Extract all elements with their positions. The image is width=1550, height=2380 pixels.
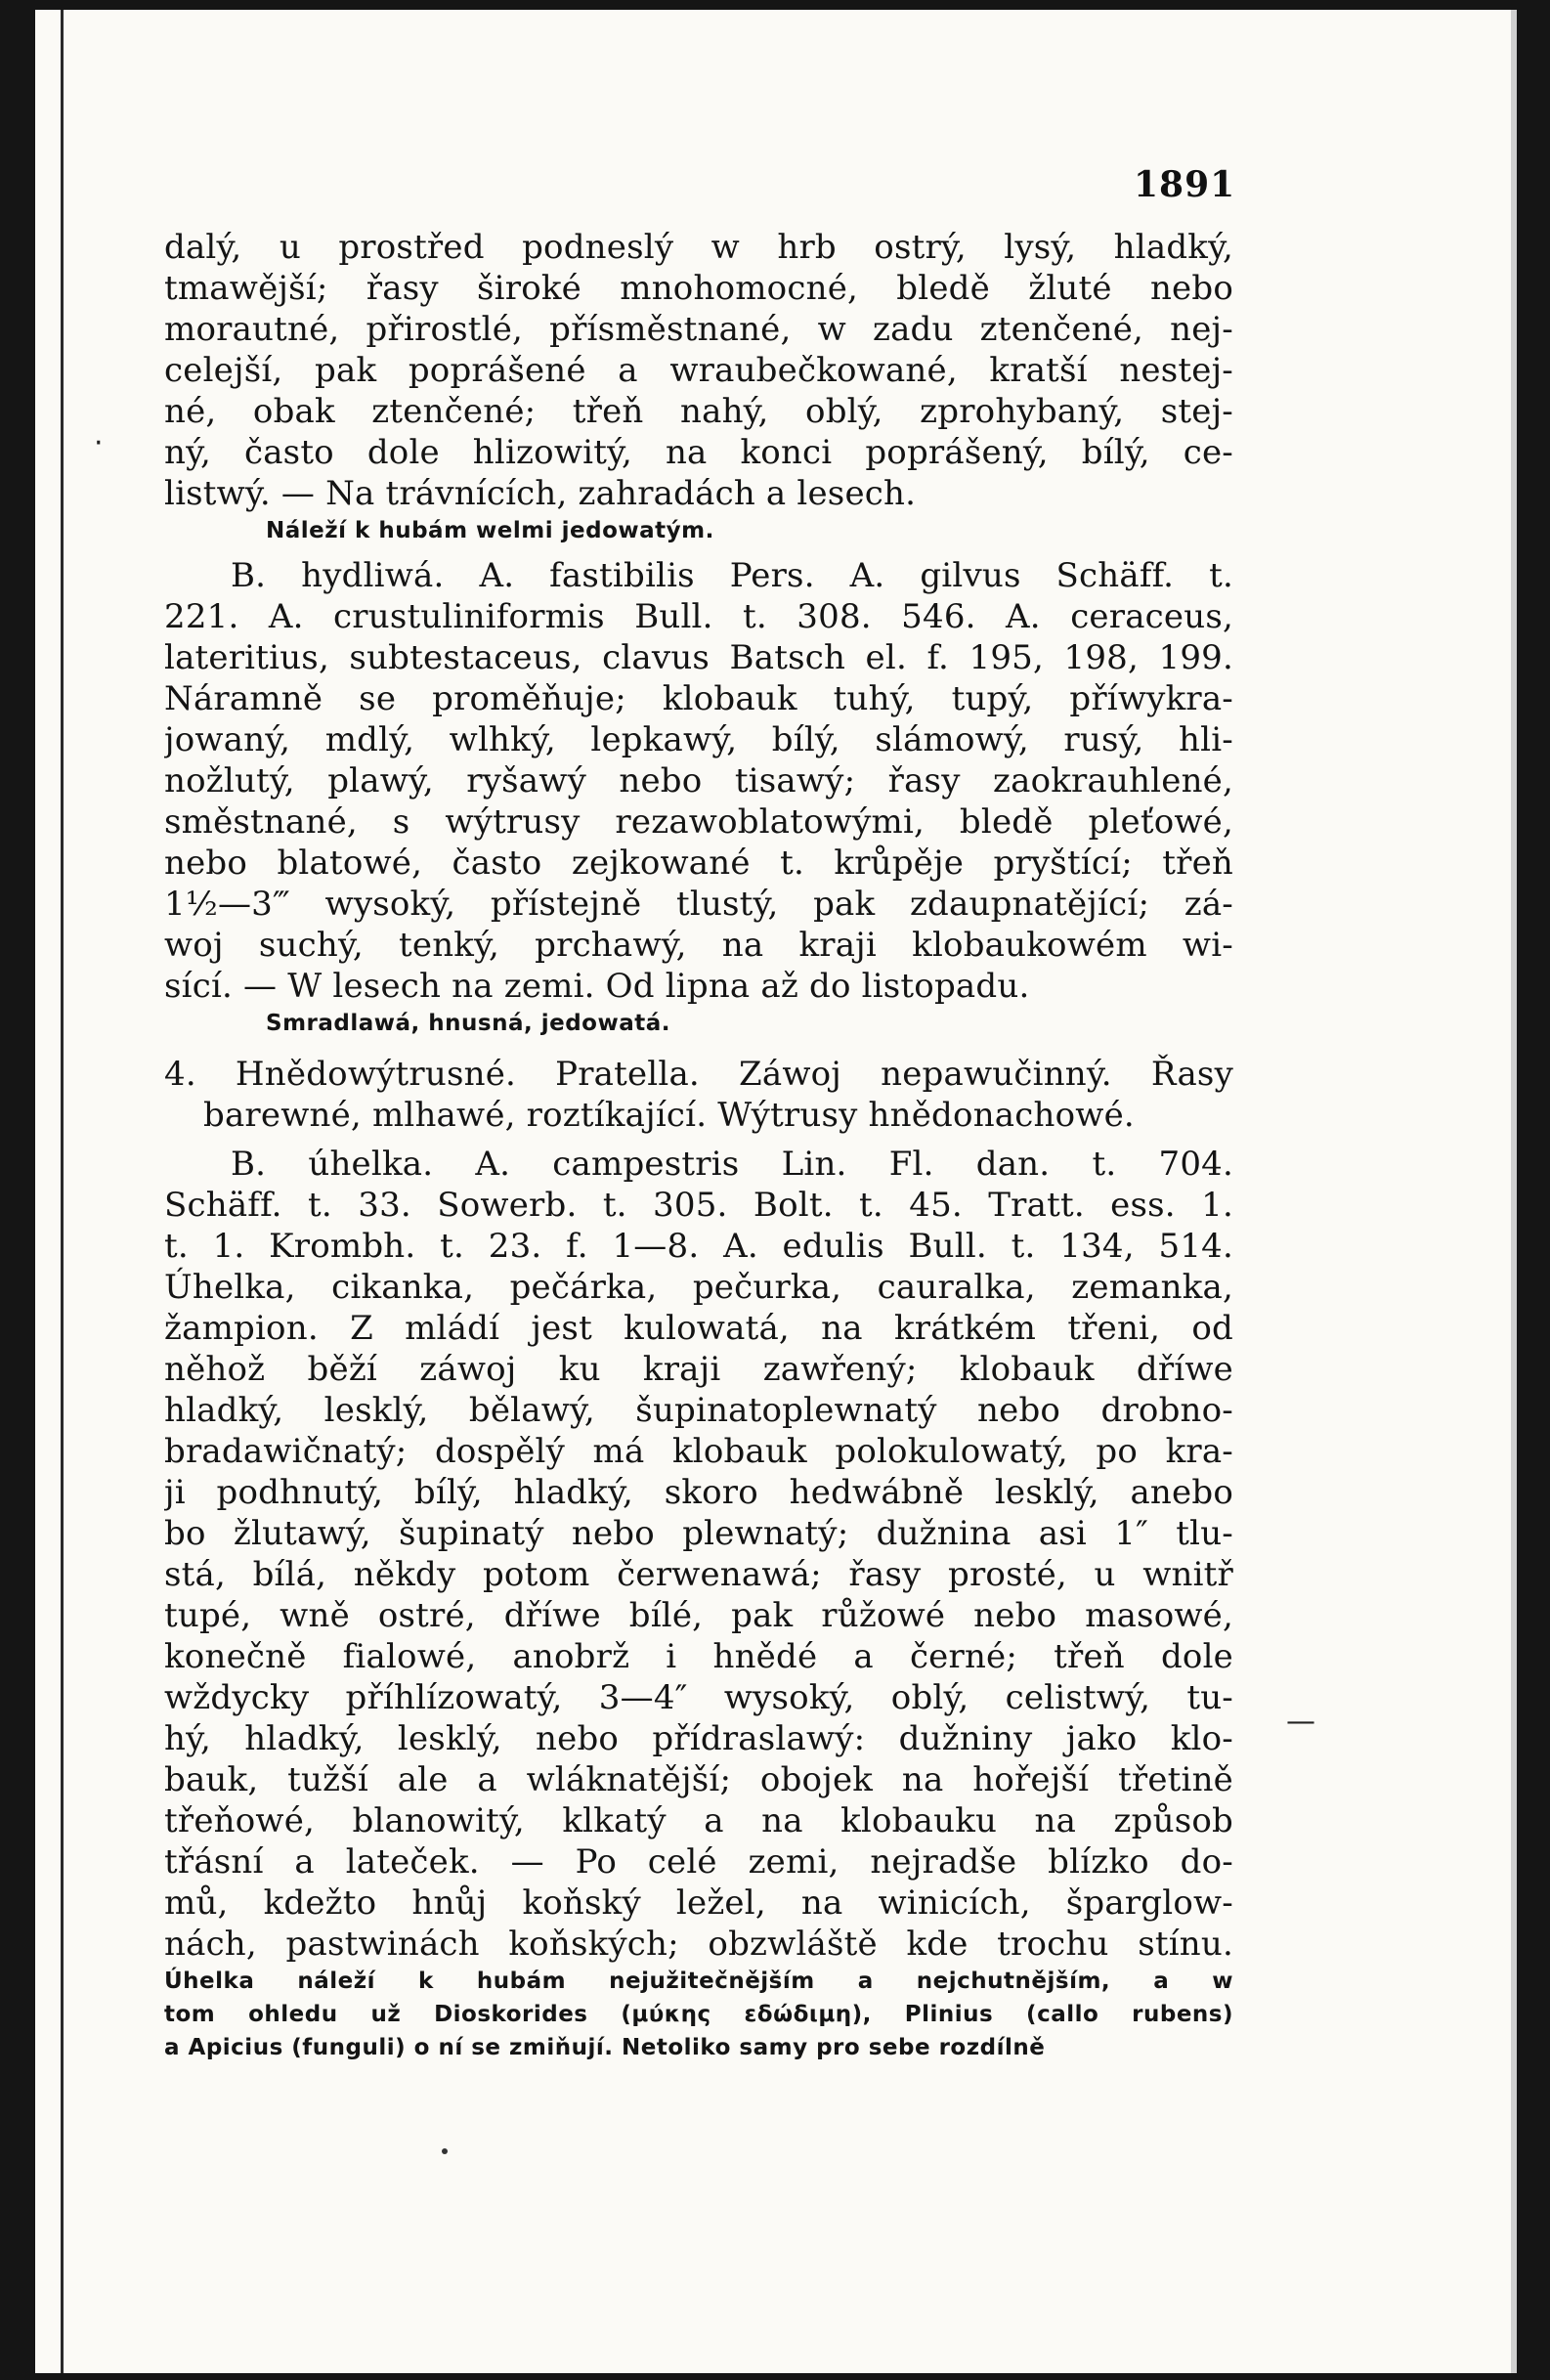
text-line: třeňowé, blanowitý, klkatý a na klobauku na způsob: [164, 1801, 1233, 1840]
text-line: woj suchý, tenký, prchawý, na kraji klobaukowém wi-: [164, 926, 1233, 965]
species-heading-line: B. hydliwá. A. fastibilis Pers. A. gilvus Schäff. t.: [231, 556, 1233, 595]
text-line: nebo blatowé, často zejkowané t. krůpěje pryštící; třeň: [164, 844, 1233, 883]
text-line: nožlutý, plawý, ryšawý nebo tisawý; řasy zaokrauhlené,: [164, 761, 1233, 801]
text-line: ji podhnutý, bílý, hladký, skoro hedwábně lesklý, anebo: [164, 1473, 1233, 1512]
text-line: dalý, u prostřed podneslý w hrb ostrý, lysý, hladký,: [164, 228, 1233, 267]
text-line: bradawičnatý; dospělý má klobauk polokulowatý, po kra-: [164, 1432, 1233, 1471]
note-line: Náleží k hubám welmi jedowatým.: [266, 518, 714, 543]
line-gap: [164, 547, 1233, 555]
text-line: Schäff. t. 33. Sowerb. t. 305. Bolt. t. 45. Tratt. ess. 1.: [164, 1186, 1233, 1225]
line-gap: [164, 1040, 1233, 1054]
text-line: bo žlutawý, šupinatý nebo plewnatý; dužnina asi 1″ tlu-: [164, 1514, 1233, 1553]
text-line: něhož běží záwoj ku kraji zawřený; klobauk dříwe: [164, 1350, 1233, 1389]
page-number: 1891: [1134, 164, 1236, 205]
text-line: tmawější; řasy široké mnohomocné, bledě žluté nebo: [164, 269, 1233, 308]
text-line: bauk, tužší ale a wláknatější; obojek na hořejší třetině: [164, 1760, 1233, 1799]
section-heading-line: barewné, mlhawé, roztíkající. Wýtrusy hnědonachowé.: [203, 1096, 1135, 1135]
text-line: Náramně se proměňuje; klobauk tuhý, tupý, příwykra-: [164, 679, 1233, 718]
species-heading-line: B. úhelka. A. campestris Lin. Fl. dan. t. 704.: [231, 1145, 1233, 1184]
margin-dot-mark: ·: [94, 426, 104, 460]
page-edge: [1511, 10, 1517, 2373]
text-line: jowaný, mdlý, wlhký, lepkawý, bílý, slámowý, rusý, hli-: [164, 720, 1233, 759]
text-line: t. 1. Krombh. t. 23. f. 1—8. A. edulis Bull. t. 134, 514.: [164, 1227, 1233, 1266]
text-line: listwý. — Na trávnících, zahradách a lesech.: [164, 474, 917, 513]
text-line: konečně fialowé, anobrž i hnědé a černé; třeň dole: [164, 1637, 1233, 1676]
text-line: sící. — W lesech na zemi. Od lipna až do listopadu.: [164, 967, 1030, 1006]
ink-speck: [442, 2148, 448, 2154]
text-line: 221. A. crustuliniformis Bull. t. 308. 546. A. ceraceus,: [164, 597, 1233, 636]
text-line: Úhelka, cikanka, pečárka, pečurka, cauralka, zemanka,: [164, 1268, 1233, 1307]
text-line: žampion. Z mládí jest kulowatá, na krátkém třeni, od: [164, 1309, 1233, 1348]
text-line: směstnané, s wýtrusy rezawoblatowými, bledě pleťowé,: [164, 802, 1233, 842]
text-line: tupé, wně ostré, dříwe bílé, pak růžowé nebo masowé,: [164, 1596, 1233, 1635]
text-line: nách, pastwinách koňských; obzwláště kde trochu stínu.: [164, 1925, 1233, 1964]
text-line: stá, bílá, někdy potom čerwenawá; řasy prosté, u wnitř: [164, 1555, 1233, 1594]
section-heading-line: 4. Hnědowýtrusné. Pratella. Záwoj nepawučinný. Řasy: [164, 1055, 1233, 1094]
note-line: Smradlawá, hnusná, jedowatá.: [266, 1011, 670, 1036]
text-line: 1½—3‴ wysoký, přístejně tlustý, pak zdaupnatějící; zá-: [164, 885, 1233, 924]
footnote-line: tom ohledu už Dioskorides (μύκης εδώδιμη), Plinius (callo rubens): [164, 2002, 1233, 2027]
text-line: ný, často dole hlizowitý, na konci poprášený, bílý, ce-: [164, 433, 1233, 472]
footnote-line: Úhelka náleží k hubám nejužitečnějším a nejchutnějším, a w: [164, 1969, 1233, 1994]
text-line: mů, kdežto hnůj koňský ležel, na winicích, šparglow-: [164, 1883, 1233, 1923]
text-line: lateritius, subtestaceus, clavus Batsch el. f. 195, 198, 199.: [164, 638, 1233, 677]
line-gap: [164, 1136, 1233, 1144]
text-line: třásní a lateček. — Po celé zemi, nejradše blízko do-: [164, 1842, 1233, 1882]
text-line: wždycky příhlízowatý, 3—4″ wysoký, oblý, celistwý, tu-: [164, 1678, 1233, 1717]
page-text: [164, 227, 1233, 2064]
text-line: celejší, pak poprášené a wraubečkowané, kratší nestej-: [164, 351, 1233, 390]
text-line: morautné, přirostlé, přísměstnané, w zadu ztenčené, nej-: [164, 310, 1233, 349]
footnote-line: a Apicius (funguli) o ní se zmiňují. Netoliko samy pro sebe rozdílně: [164, 2035, 1046, 2060]
text-line: hladký, lesklý, bělawý, šupinatoplewnatý nebo drobno-: [164, 1391, 1233, 1430]
text-line: hý, hladký, lesklý, nebo přídraslawý: dužniny jako klo-: [164, 1719, 1233, 1758]
text-line: né, obak ztenčené; třeň nahý, oblý, zprohybaný, stej-: [164, 392, 1233, 431]
margin-dash-mark: —: [1286, 1705, 1315, 1739]
binding-gutter: [61, 10, 64, 2373]
